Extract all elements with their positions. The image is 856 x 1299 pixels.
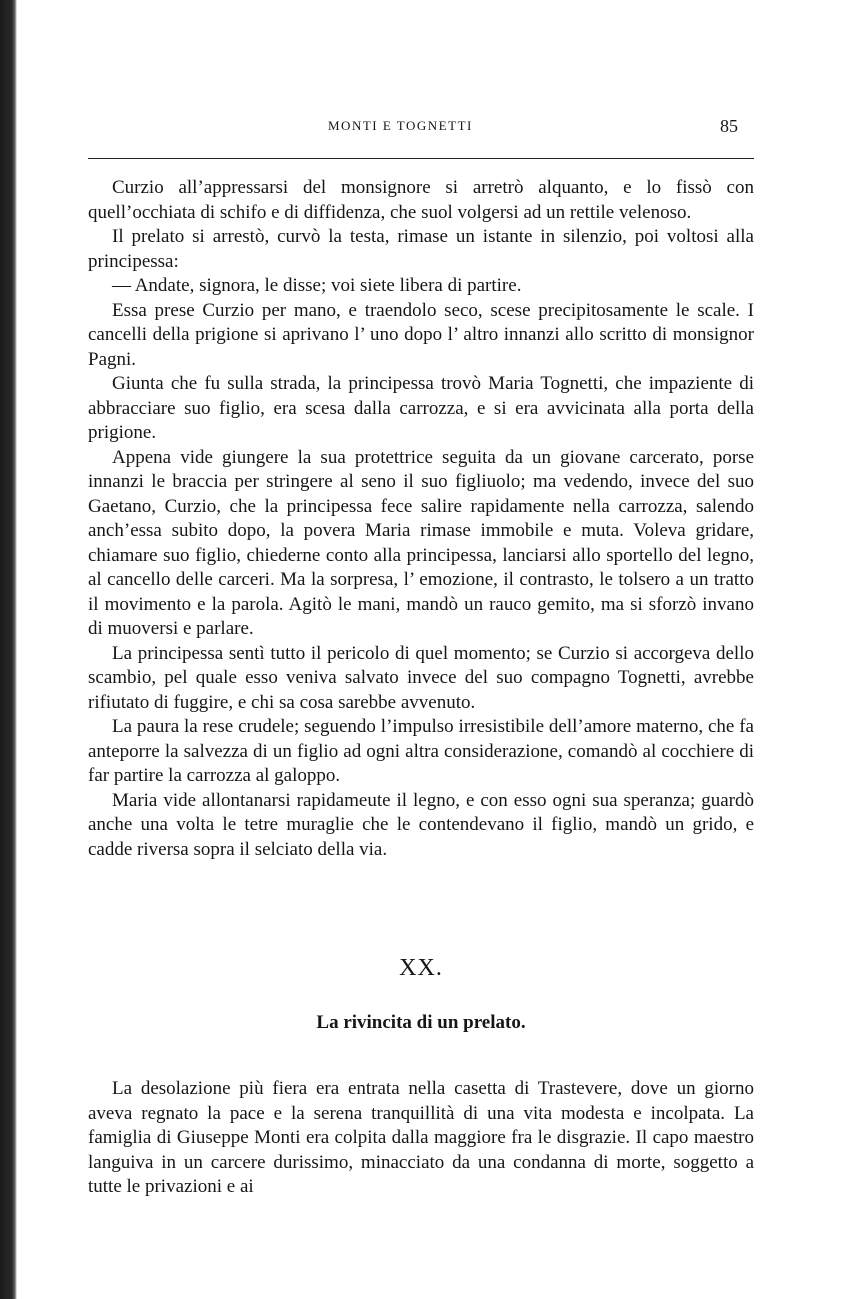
paragraph: Appena vide giungere la sua protettrice seguita da un giovane carcerato, porse innanzi le braccia per stringere al seno il suo figliuolo; ma vedendo, invece del suo Gaetano, Curzio, che la principessa fece salire rapidamente nella carrozza, salendo anch’essa subito dopo, la povera Maria rimase immobile e muta. Voleva gridare, chiamare suo figlio, chiederne conto alla principessa, lanciarsi allo sportello del legno, al cancello delle carceri. Ma la sorpresa, l’ emozione, il contrasto, le tolsero a un tratto il movimento e la parola. Agitò le mani, mandò un rauco gemito, ma si sforzò invano di muoversi e parlare.: [88, 446, 754, 639]
body-text: [88, 176, 754, 862]
paragraph: — Andate, signora, le disse; voi siete libera di partire.: [112, 275, 522, 296]
paragraph: Essa prese Curzio per mano, e traendolo seco, scese precipitosamente le scale. I cancelli della prigione si aprivano l’ uno dopo l’ altro innanzi allo scritto di monsignor Pagni.: [88, 299, 754, 370]
paragraph: Maria vide allontanarsi rapidameute il legno, e con esso ogni sua speranza; guardò anche una volta le tetre muraglie che le contendevano il figlio, mandò un grido, e cadde riversa sopra il selciato della via.: [88, 789, 754, 860]
paragraph: La principessa sentì tutto il pericolo di quel momento; se Curzio si accorgeva dello scambio, pel quale esso veniva salvato invece del suo compagno Tognetti, avrebbe rifiutato di fuggire, e chi sa cosa sarebbe avvenuto.: [88, 642, 754, 713]
running-head: [88, 116, 754, 140]
running-title: MONTI E TOGNETTI: [328, 118, 473, 133]
paragraph: La desolazione più fiera era entrata nella casetta di Trastevere, dove un giorno aveva regnato la pace e la serena tranquillità di una vita modesta e incolpata. La famiglia di Giuseppe Monti era colpita dalla maggiore fra le disgrazie. Il capo maestro languiva in un carcere durissimo, minacciato da una condanna di morte, soggetto a tutte le privazioni e ai: [88, 1078, 754, 1197]
paragraph: Il prelato si arrestò, curvò la testa, rimase un istante in silenzio, poi voltosi alla principessa:: [88, 226, 754, 272]
paragraph: Giunta che fu sulla strada, la principessa trovò Maria Tognetti, che impaziente di abbracciare suo figlio, era scesa dalla carrozza, e si era avvicinata alla porta della prigione.: [88, 373, 754, 443]
paragraph: La paura la rese crudele; seguendo l’impulso irresistibile dell’amore materno, che fa anteporre la salvezza di un figlio ad ogni altra considerazione, comandò al cocchiere di far partire la carrozza al galoppo.: [88, 716, 754, 786]
body-text-chapter: [88, 1077, 754, 1200]
paragraph: Curzio all’appressarsi del monsignore si arretrò alquanto, e lo fissò con quell’occhiata di schifo e di diffidenza, che suol volgersi ad un rettile velenoso.: [88, 177, 754, 223]
chapter-number: XX.: [399, 955, 443, 981]
page-number: 85: [720, 116, 738, 136]
chapter-title: La rivincita di un prelato.: [316, 1012, 526, 1033]
header-rule: [88, 158, 754, 159]
page-edge-shadow: [0, 0, 17, 1299]
